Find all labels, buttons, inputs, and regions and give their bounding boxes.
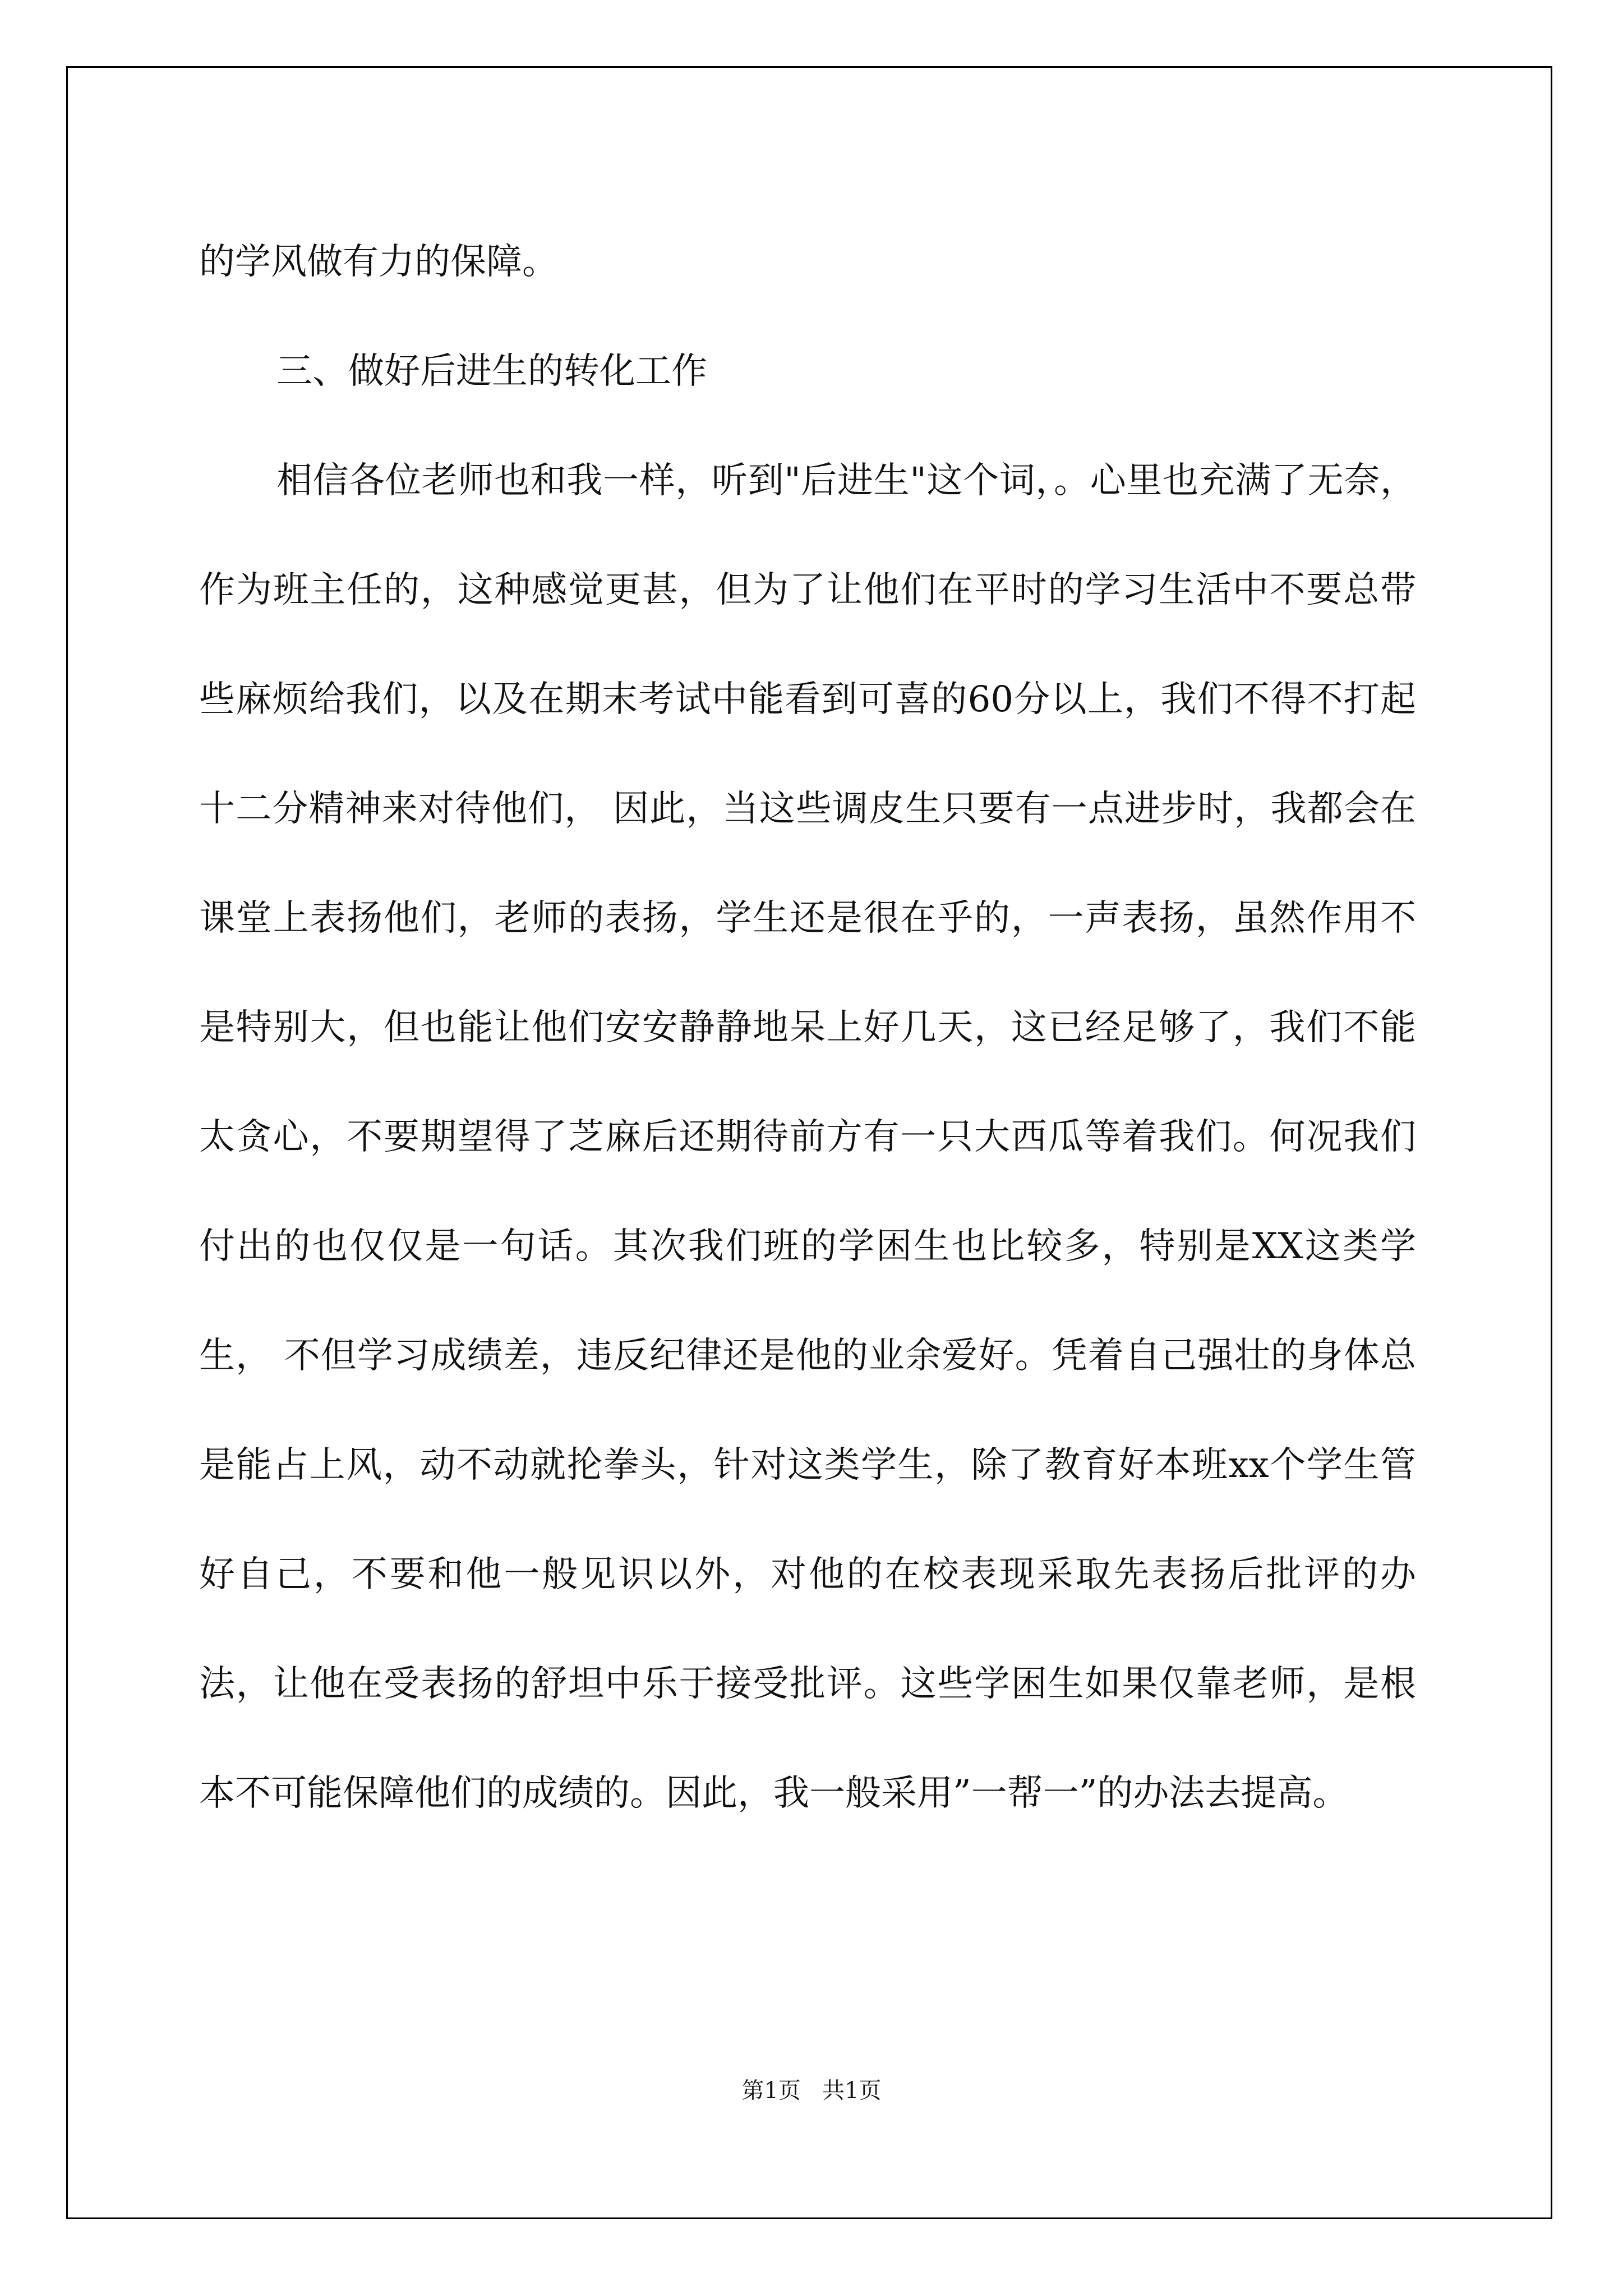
document-body — [199, 208, 1416, 1848]
page-footer: 第1页 共1页 — [741, 2078, 882, 2104]
paragraph-continuation: 的学风做有力的保障。 — [199, 241, 558, 283]
paragraph-main: 相信各位老师也和我一样，听到"后进生"这个词，。心里也充满了无奈，作为班主任的，这种感觉更甚，但为了让他们在平时的学习生活中不要总带些麻烦给我们，以及在期末考试中能看到可喜的60分以上，我们不得不打起十二分精神来对待他们， 因此，当这些调皮生只要有一点进步时，我都会在课堂上表扬他们，老师的表扬，学生还是很在乎的，一声表扬，虽然作用不是特别大，但也能让他们安安静静地呆上好几天，这已经足够了，我们不能太贪心，不要期望得了芝麻后还期待前方有一只大西瓜等着我们。何况我们付出的也仅仅是一句话。其次我们班的学困生也比较多，特别是XX这类学生， 不但学习成绩差，违反纪律还是他的业余爱好。凭着自己强壮的身体总是能占上风，动不动就抡拳头，针对这类学生，除了教育好本班xx个学生管好自己，不要和他一般见识以外，对他的在校表现采取先表扬后批评的办法，让他在受表扬的舒坦中乐于接受批评。这些学困生如果仅靠老师，是根本不可能保障他们的成绩的。因此，我一般采用”一帮一”的办法去提高。 — [199, 460, 1416, 1814]
section-heading: 三、做好后进生的转化工作 — [276, 351, 707, 392]
